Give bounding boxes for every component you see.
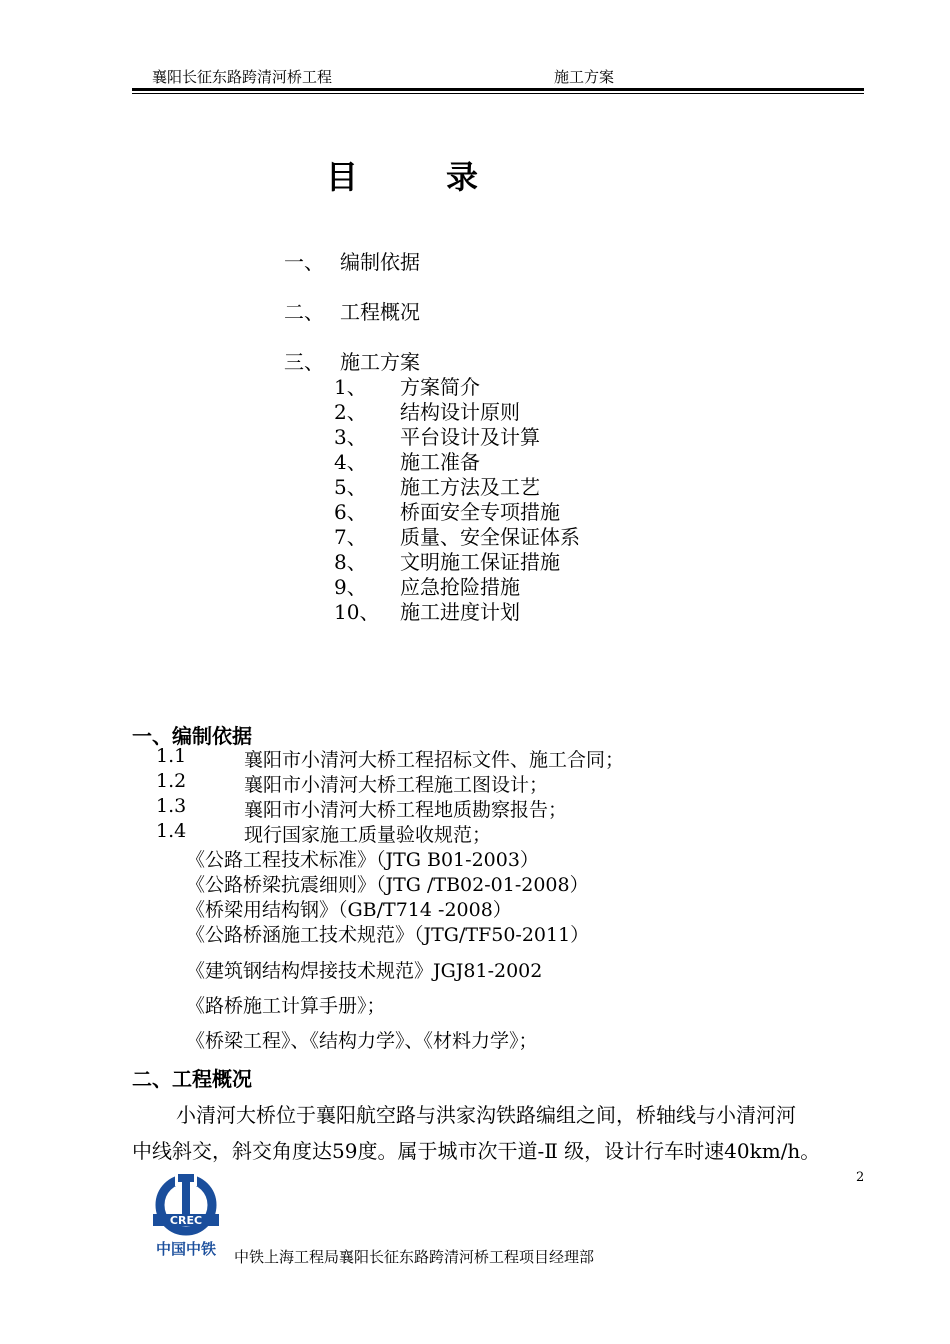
toc-main-label[interactable]: 编制依据 <box>340 250 420 274</box>
toc-title-char-1: 目 <box>326 158 359 196</box>
toc-sub-num: 8、 <box>334 550 367 574</box>
toc-sub-num: 3、 <box>334 425 367 449</box>
reference-text: 襄阳市小清河大桥工程招标文件、施工合同； <box>244 749 625 771</box>
footer-organization: 中铁上海工程局襄阳长征东路跨清河桥工程项目经理部 <box>234 1248 595 1266</box>
standard-item: 《公路桥涵施工技术规范》（JTG/TF50-2011） <box>186 924 590 946</box>
reference-num: 1.3 <box>156 795 187 817</box>
toc-title-char-2: 录 <box>446 158 479 196</box>
toc-sub-label[interactable]: 施工准备 <box>400 450 480 474</box>
crec-logo-text: 中国中铁 <box>155 1240 216 1258</box>
section-2-heading: 二、工程概况 <box>132 1067 252 1091</box>
toc-sub-label[interactable]: 文明施工保证措施 <box>400 550 560 574</box>
standard-item: 《建筑钢结构焊接技术规范》JGJ81-2002 <box>186 960 543 982</box>
toc-sub-num: 10、 <box>334 600 380 624</box>
header-project-title: 襄阳长征东路跨清河桥工程 <box>152 68 333 86</box>
standard-item: 《公路桥梁抗震细则》（JTG /TB02-01-2008） <box>186 874 589 896</box>
toc-main-num: 一、 <box>284 250 324 274</box>
reference-text: 襄阳市小清河大桥工程地质勘察报告； <box>244 799 568 821</box>
toc-sub-num: 4、 <box>334 450 367 474</box>
section-1-heading: 一、编制依据 <box>132 724 252 748</box>
toc-main-label[interactable]: 工程概况 <box>340 300 420 324</box>
toc-sub-num: 5、 <box>334 475 367 499</box>
toc-sub-label[interactable]: 桥面安全专项措施 <box>400 500 560 524</box>
toc-sub-label[interactable]: 平台设计及计算 <box>400 425 540 449</box>
reference-num: 1.2 <box>156 770 187 792</box>
toc-sub-num: 2、 <box>334 400 367 424</box>
toc-sub-num: 6、 <box>334 500 367 524</box>
overview-paragraph-line-2: 中线斜交，斜交角度达59度。属于城市次干道-Ⅱ 级，设计行车时速40km/h。 <box>132 1139 821 1163</box>
page-number: 2 <box>856 1170 865 1185</box>
reference-text: 现行国家施工质量验收规范； <box>244 824 492 846</box>
toc-sub-num: 9、 <box>334 575 367 599</box>
toc-sub-num: 7、 <box>334 525 367 549</box>
standard-item: 《桥梁工程》、《结构力学》、《材料力学》； <box>186 1030 538 1052</box>
crec-logo-mark-icon <box>145 1172 227 1238</box>
toc-sub-label[interactable]: 方案简介 <box>400 375 480 399</box>
toc-sub-num: 1、 <box>334 375 367 399</box>
standard-item: 《路桥施工计算手册》； <box>186 995 386 1017</box>
toc-sub-label[interactable]: 施工方法及工艺 <box>400 475 540 499</box>
toc-sub-label[interactable]: 结构设计原则 <box>400 400 520 424</box>
overview-paragraph-line-1: 小清河大桥位于襄阳航空路与洪家沟铁路编组之间，桥轴线与小清河河 <box>176 1103 796 1127</box>
reference-text: 襄阳市小清河大桥工程施工图设计； <box>244 774 549 796</box>
header-rule-thin <box>132 93 864 94</box>
standard-item: 《桥梁用结构钢》（GB/T714 -2008） <box>186 899 512 921</box>
toc-sub-label[interactable]: 应急抢险措施 <box>400 575 520 599</box>
crec-logo <box>145 1172 227 1260</box>
toc-main-num: 三、 <box>284 350 324 374</box>
crec-logo-lettering: CREC <box>169 1214 203 1227</box>
toc-main-label[interactable]: 施工方案 <box>340 350 420 374</box>
standard-item: 《公路工程技术标准》（JTG B01-2003） <box>186 849 539 871</box>
reference-num: 1.4 <box>156 820 187 842</box>
toc-sub-label[interactable]: 施工进度计划 <box>400 600 520 624</box>
header-rule-thick <box>132 88 864 91</box>
reference-num: 1.1 <box>156 745 187 767</box>
toc-sub-label[interactable]: 质量、安全保证体系 <box>400 525 580 549</box>
toc-main-num: 二、 <box>284 300 324 324</box>
header-doc-type: 施工方案 <box>554 68 615 86</box>
